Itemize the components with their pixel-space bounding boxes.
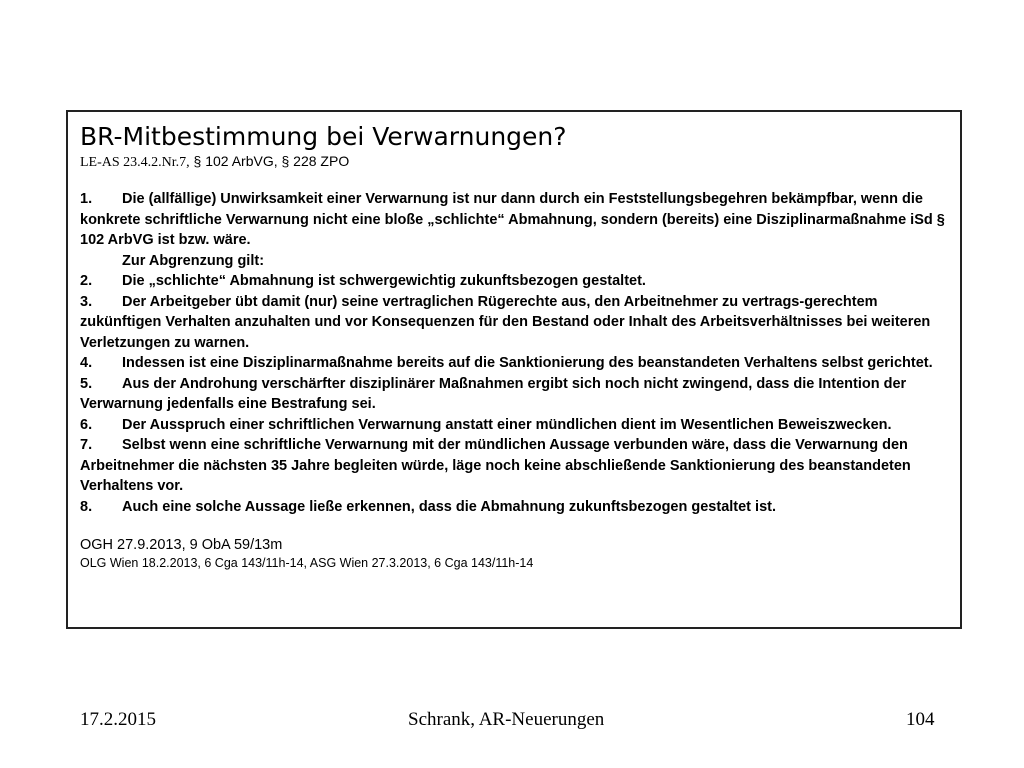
item-text: Selbst wenn eine schriftliche Verwarnung mit der mündlichen Aussage verbunden wäre, dass die Verwarnung den Arbeitnehmer die nächsten 35 Jahre begleiten würde, läge noch keine abschließende Sanktionierung des beanstandeten Verhaltens vor. xyxy=(80,437,911,494)
slide-content-box xyxy=(66,110,962,629)
list-item xyxy=(80,189,948,251)
item-text: Der Ausspruch einer schriftlichen Verwarnung anstatt einer mündlichen dient im Wesentlichen Beweiszwecken. xyxy=(122,416,892,433)
item-number: 6. xyxy=(80,416,93,433)
footer-date: 17.2.2015 xyxy=(80,709,156,730)
list-item xyxy=(80,353,948,374)
list-item xyxy=(80,435,948,497)
item-number: 7. xyxy=(80,437,93,453)
list-item xyxy=(80,292,948,354)
slide-title: BR-Mitbestimmung bei Verwarnungen? xyxy=(80,122,567,151)
subtitle-reference: LE-AS 23.4.2.Nr.7, xyxy=(80,155,190,170)
source-citation: OGH 27.9.2013, 9 ObA 59/13m xyxy=(80,537,283,553)
footer-author: Schrank, AR-Neuerungen xyxy=(408,709,605,730)
subtitle-statutes: § 102 ArbVG, § 228 ZPO xyxy=(189,153,350,169)
list-item xyxy=(80,497,948,518)
list-item xyxy=(80,271,948,292)
item-number: 8. xyxy=(80,498,93,515)
item-number: 4. xyxy=(80,355,93,371)
list-item xyxy=(80,374,948,415)
item-text: Die (allfällige) Unwirksamkeit einer Verwarnung ist nur dann durch ein Feststellungsbegehren bekämpfbar, wenn die konkrete schriftliche Verwarnung nicht eine bloße „schlichte“ Abmahnung, sondern (bereits) eine Disziplinarmaßnahme iSd § 102 ArbVG ist bzw. wäre. xyxy=(80,191,945,248)
page-number: 104 xyxy=(906,709,935,730)
item-text: Aus der Androhung verschärfter disziplinärer Maßnahmen ergibt sich noch nicht zwingend, dass die Intention der Verwarnung jedenfalls eine Bestrafung sei. xyxy=(80,375,907,412)
list-item xyxy=(80,251,948,272)
item-text: Zur Abgrenzung gilt: xyxy=(122,252,265,269)
item-text: Der Arbeitgeber übt damit (nur) seine vertraglichen Rügerechte aus, den Arbeitnehmer zu vertrags-gerechtem zukünftigen Verhalten anzuhalten und vor Konsequenzen für den Bestand oder Inhalt des Arbeitsverhältnisses bei weiteren Verletzungen zu warnen. xyxy=(80,293,931,351)
item-text: Auch eine solche Aussage ließe erkennen, dass die Abmahnung zukunftsbezogen gestaltet ist. xyxy=(122,498,776,515)
item-text: Die „schlichte“ Abmahnung ist schwergewichtig zukunftsbezogen gestaltet. xyxy=(122,273,646,289)
item-number: 5. xyxy=(80,375,93,392)
list-item xyxy=(80,415,948,436)
slide-subtitle xyxy=(80,152,948,172)
item-text: Indessen ist eine Disziplinarmaßnahme bereits auf die Sanktionierung des beanstandeten Verhaltens selbst gerichtet. xyxy=(122,355,933,371)
source-citation-lower-courts: OLG Wien 18.2.2013, 6 Cga 143/11h-14, ASG Wien 27.3.2013, 6 Cga 143/11h-14 xyxy=(80,556,534,570)
item-number: 1. xyxy=(80,191,93,207)
item-number: 3. xyxy=(80,293,93,310)
item-list xyxy=(80,189,948,517)
item-number: 2. xyxy=(80,273,93,289)
